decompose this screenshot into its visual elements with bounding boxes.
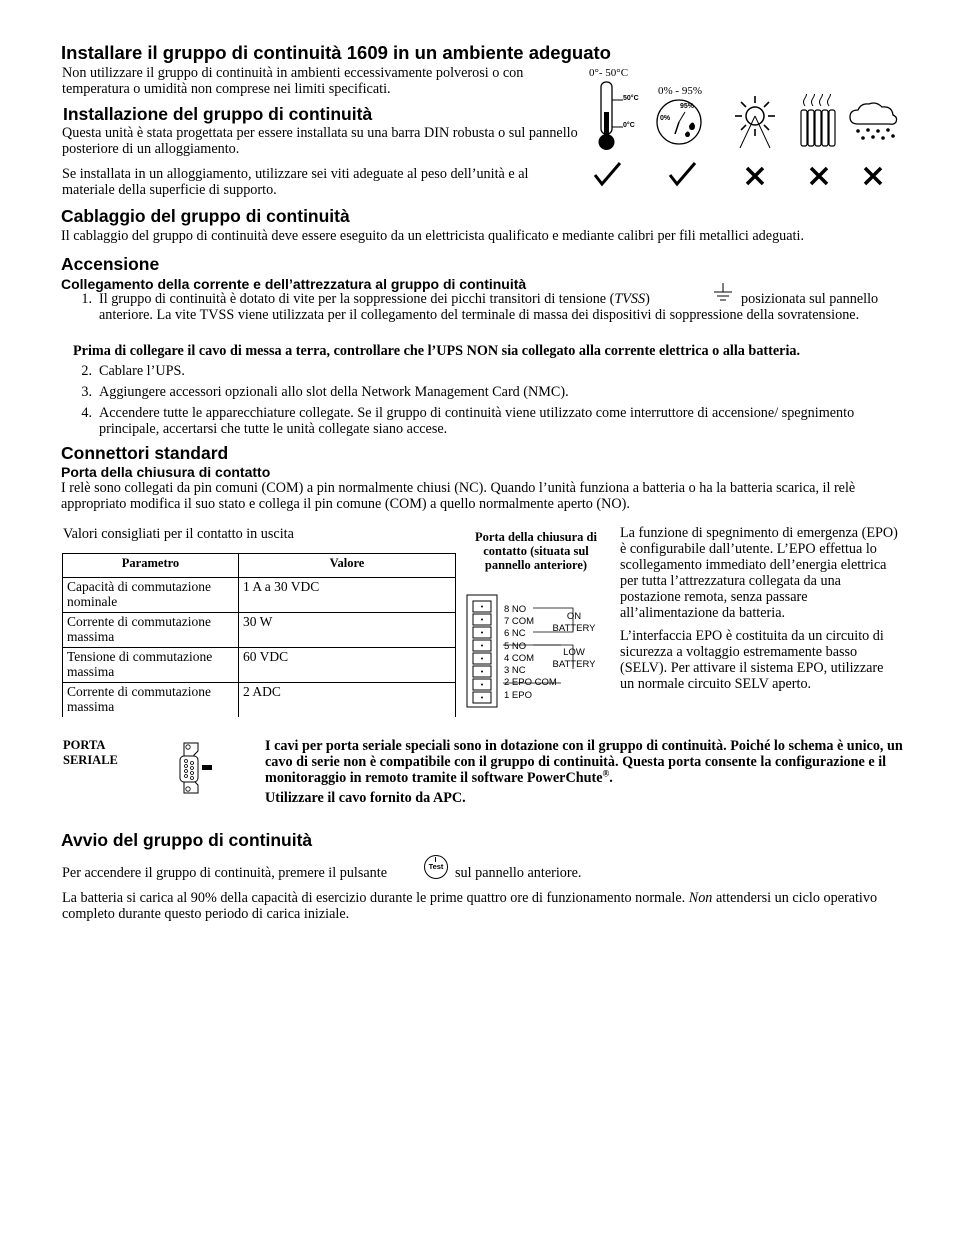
pin-label: 2 EPO COM — [504, 677, 557, 688]
table-row — [63, 647, 456, 682]
step-2-number: 2. — [81, 363, 92, 379]
humidity-high-label: 95% — [680, 103, 695, 110]
power-symbol — [435, 857, 436, 862]
step-4-number: 4. — [81, 405, 92, 421]
step-1-line-1 — [99, 291, 650, 307]
section-title-environment: Installare il gruppo di continuità 1609 in un ambiente adeguato — [61, 42, 611, 63]
epo-para-1: La funzione di spegnimento di emergenza (EPO) è configurabile dall’utente. L’EPO effettua lo scollegamento immediato dell’energia elettrica per tutta l’attrezzatura collegata da una postazione remota, senza passare all’alimentazione da batteria. — [620, 525, 898, 621]
table-cell-value: 2 ADC — [239, 682, 456, 717]
registered-mark: ® — [602, 768, 610, 779]
table-row — [63, 682, 456, 717]
step-1-text-b: ) — [645, 291, 650, 307]
section-title-connectors: Connettori standard — [61, 443, 229, 463]
serial-text — [265, 738, 905, 786]
table-cell-parameter: Tensione di commutazione massima — [63, 647, 239, 682]
connectors-subtitle: Porta della chiusura di contatto — [61, 464, 271, 480]
step-1-text-d: anteriore. La vite TVSS viene utilizzata per il collegamento del terminale di massa dei dispositivi di soppressione della sovratensione. — [99, 307, 860, 323]
connectors-text: I relè sono collegati da pin comuni (COM) a pin normalmente chiusi (NC). Quando l’unità funziona a batteria o ha la batteria scarica, il relè appropriato modifica il suo stato e collega il pin comune (COM) a quello normalmente aperto (NO). — [61, 480, 856, 512]
section-title-power: Accensione — [61, 254, 160, 274]
on-battery-label: ON BATTERY — [552, 611, 596, 634]
step-3-text: Aggiungere accessori opzionali allo slot della Network Management Card (NMC). — [99, 384, 569, 400]
table-row — [63, 577, 456, 612]
heater-icon — [797, 94, 841, 150]
step-1-text-a: Il gruppo di continuità è dotato di vite per la soppressione dei picchi transitori di tensione ( — [99, 291, 615, 307]
thermometer-icon — [593, 80, 623, 152]
humidity-low-label: 0% — [660, 115, 671, 122]
ground-warning: Prima di collegare il cavo di messa a terra, controllare che l’UPS NON sia collegato alla corrente elettrica o alla batteria. — [73, 343, 801, 359]
serial-port-label: PORTA SERIALE — [63, 738, 118, 767]
table-cell-parameter: Corrente di commutazione massima — [63, 682, 239, 717]
table-cell-value: 60 VDC — [239, 647, 456, 682]
check-mark-icon — [667, 161, 697, 187]
section-title-startup: Avvio del gruppo di continuità — [61, 830, 313, 850]
power-subtitle: Collegamento della corrente e dell’attrezzatura al gruppo di continuità — [61, 276, 527, 292]
test-button-label: Test — [428, 862, 444, 871]
humidity-range-label: 0% - 95% — [658, 85, 702, 97]
serial-cable-note: Utilizzare il cavo fornito da APC. — [265, 790, 466, 806]
epo-para-2: L’interfaccia EPO è costituita da un circuito di sicurezza a voltaggio estremamente basso (SELV). Per attivare il sistema EPO, utilizzare un normale circuito SELV aperto. — [620, 628, 884, 692]
startup-para-1-a: Per accendere il gruppo di continuità, premere il pulsante — [62, 865, 388, 881]
environment-figure — [585, 64, 895, 194]
table-cell-value: 1 A a 30 VDC — [239, 577, 456, 612]
pin-label: 1 EPO — [504, 690, 532, 701]
test-button-icon — [424, 855, 448, 879]
table-row — [63, 612, 456, 647]
serial-text-main: I cavi per porta seriale speciali sono in dotazione con il gruppo di continuità. Poiché lo schema è unico, un cavo di serie non è compatibile con il gruppo di continuità. Questa porta consente la configurazione e il monitoraggio in remoto tramite il software PowerChute — [265, 738, 903, 786]
table-caption: Valori consigliati per il contatto in uscita — [63, 526, 294, 542]
pin-label: 5 NO — [504, 641, 527, 652]
table-cell-parameter: Corrente di commutazione massima — [63, 612, 239, 647]
installation-para-1: Questa unità è stata progettata per essere installata su una barra DIN robusta o sul pannello posteriore di un alloggiamento. — [62, 125, 578, 157]
contact-values-table — [62, 553, 456, 717]
step-3-number: 3. — [81, 384, 92, 400]
pin-label: 6 NC — [504, 628, 526, 639]
serial-connector-icon — [175, 741, 217, 795]
serial-text-period: . — [609, 770, 613, 786]
startup-para-2-non: Non — [688, 890, 713, 906]
installation-para-2: Se installata in un alloggiamento, utilizzare sei viti adeguate al peso dell’unità e al materiale della superficie di supporto. — [62, 166, 529, 198]
startup-para-2 — [62, 890, 907, 922]
check-mark-icon — [592, 161, 622, 187]
table-header-parameter: Parametro — [63, 554, 239, 578]
section-title-wiring: Cablaggio del gruppo di continuità — [61, 206, 350, 226]
step-2-text: Cablare l’UPS. — [99, 363, 185, 379]
table-cell-value: 30 W — [239, 612, 456, 647]
wiring-text: Il cablaggio del gruppo di continuità deve essere eseguito da un elettricista qualificato e mediante calibri per fili metallici adeguati. — [61, 228, 804, 244]
section-title-installation: Installazione del gruppo di continuità — [63, 104, 373, 124]
step-4-text: Accendere tutte le apparecchiature collegate. Se il gruppo di continuità viene utilizzato come interruttore di accensione/ spegnimento principale, accertarsi che tutte le unità collegate siano accese. — [99, 405, 855, 437]
temperature-range-label: 0°- 50°C — [589, 67, 629, 79]
rain-cloud-icon — [848, 102, 900, 144]
temperature-high-label: 50°C — [623, 95, 639, 102]
startup-para-2-b: attendersi un ciclo operativo completo durante questo periodo di carica iniziale. — [62, 890, 878, 922]
terminal-block-icon — [466, 594, 500, 709]
table-header-value: Valore — [239, 554, 456, 578]
sun-icon — [730, 94, 780, 150]
step-1-number: 1. — [81, 291, 92, 307]
temperature-low-label: 0°C — [623, 122, 635, 129]
pin-label: 8 NO — [504, 604, 527, 615]
ground-icon — [711, 281, 735, 305]
table-cell-parameter: Capacità di commutazione nominale — [63, 577, 239, 612]
cross-mark-icon — [807, 165, 831, 187]
cross-mark-icon — [743, 165, 767, 187]
pin-label: 3 NC — [504, 665, 526, 676]
pin-label: 4 COM — [504, 653, 535, 664]
environment-text: Non utilizzare il gruppo di continuità in ambienti eccessivamente polverosi o con temperatura o umidità non comprese nei limiti specificati. — [62, 65, 524, 97]
step-1-text-c: posizionata sul pannello — [741, 291, 879, 307]
startup-para-2-a: La batteria si carica al 90% della capacità di esercizio durante le prime quattro ore di funzionamento normale. — [62, 890, 686, 906]
cross-mark-icon — [861, 165, 885, 187]
step-1-tvss: TVSS — [614, 291, 646, 307]
contact-port-title: Porta della chiusura di contatto (situata sul pannello anteriore) — [475, 530, 597, 572]
contact-port-diagram — [466, 594, 606, 709]
low-battery-label: LOW BATTERY — [552, 647, 596, 670]
startup-para-1-b: sul pannello anteriore. — [455, 865, 582, 881]
pin-label: 7 COM — [504, 616, 535, 627]
